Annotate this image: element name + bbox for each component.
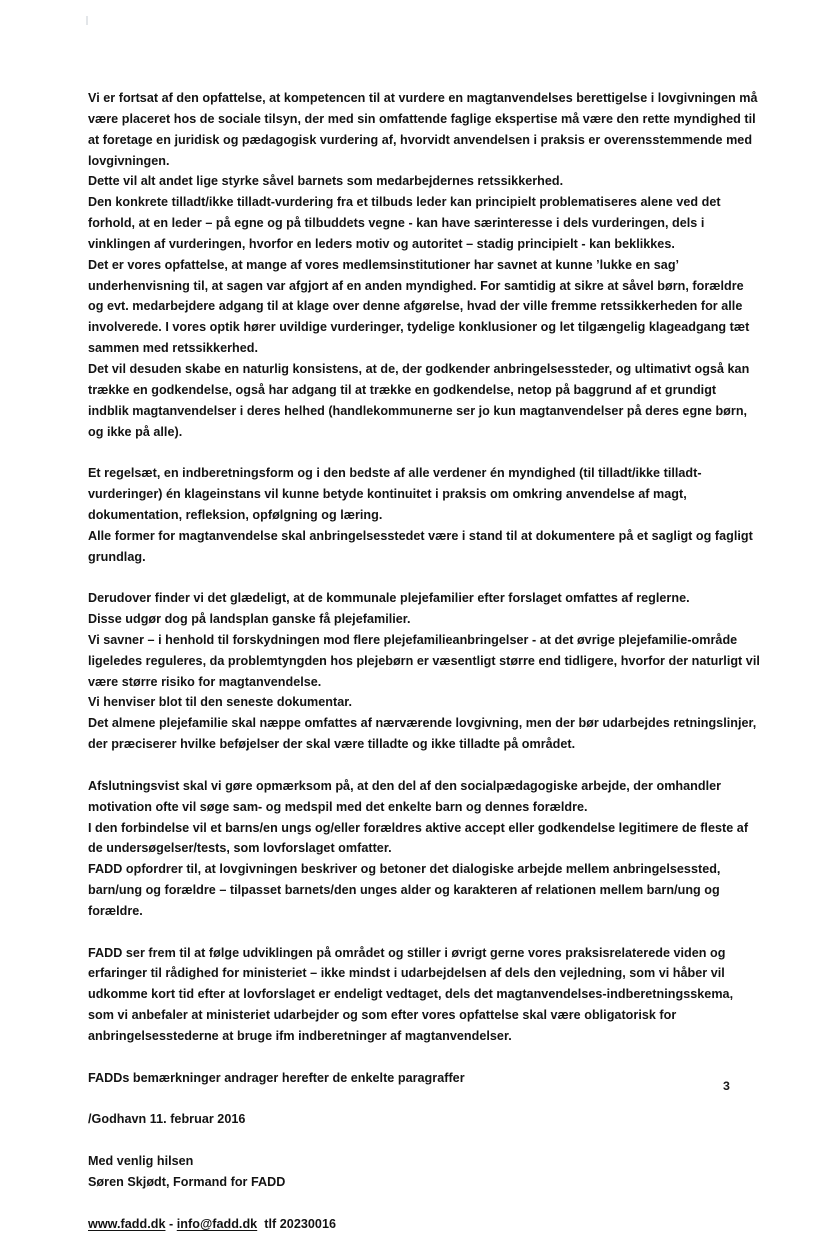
- footer-spacer: [257, 1217, 264, 1231]
- paragraph-dokumentar: Vi henviser blot til den seneste dokumentar.: [88, 695, 353, 710]
- paragraph-almene-plejefamilie: Det almene plejefamilie skal næppe omfattes af nærværende lovgivning, men der bør udarbejdes retningslinjer, der præciserer hvilke beføjelser der skal være tilladte og ikke tilladte på området.: [88, 716, 757, 752]
- paragraph-vi-savner: Vi savner – i henhold til forskydningen mod flere plejefamilieanbringelser - at det øvrige plejefamilie-område ligeledes reguleres, da problemtyngden hos plejebørn er væsentligt større end tidligere, hvorfor der naturligt vil være større risiko for magtanvendelse.: [88, 632, 760, 689]
- signature-place-date: /Godhavn 11. februar 2016: [88, 1112, 246, 1127]
- paragraph-aktive-accept: I den forbindelse vil et barns/en ungs og/eller forældres aktive accept eller godkendelse legitimere de fleste af de undersøgelser/tests, som lovforslaget omfatter.: [88, 820, 749, 856]
- document-body: [88, 88, 760, 1234]
- paragraph-lukke-en-sag: Det er vores opfattelse, at mange af vores medlemsinstitutioner har savnet at kunne ’lukke en sag’ underhenvisning til, at sagen var afgjort af en anden myndighed. For samtidig at sikre at såvel børn, forældre og evt. medarbejdere adgang til at klage over denne afgørelse, hvad der ville fremme retssikkerheden for alle involverede. I vores optik hører uvildige vurderinger, tydelige konklusioner og let tilgængelig klageadgang tæt sammen med retssikkerhed.: [88, 257, 750, 356]
- signature-name: Søren Skjødt, Formand for FADD: [88, 1174, 286, 1189]
- footer-separator: -: [165, 1216, 177, 1231]
- paragraph-regelsaet: Et regelsæt, en indberetningsform og i den bedste af alle verdener én myndighed (til tilladt/ikke tilladt-vurderinger) én klageinstans vil kunne betyde kontinuitet i praksis om omkring anvendelse af magt, dokumentation, refleksion, opfølgning og læring.: [88, 466, 702, 522]
- signature-closing: Med venlig hilsen: [88, 1154, 194, 1169]
- paragraph-kommunale-plejefamilier: Derudover finder vi det glædeligt, at de kommunale plejefamilier efter forslaget omfattes af reglerne.: [88, 591, 690, 606]
- paragraph-fadd-ser-frem: FADD ser frem til at følge udviklingen på området og stiller i øvrigt gerne vores praksisrelaterede viden og erfaringer til rådighed for ministeriet – ikke mindst i udarbejdelsen af dels den vejledning, som vi håber vil udkomme kort tid efter at lovforslaget er endeligt vedtaget, dels det magtanvendelses-indberetningsskema, som vi anbefaler at ministeriet udarbejder og som efter vores opfattelse skal være obligatorisk for anbringelsesstederne at bruge ifm indberetninger af magtanvendelser.: [88, 945, 734, 1043]
- paragraph-konsistens: Det vil desuden skabe en naturlig konsistens, at de, der godkender anbringelsessteder, og ultimativt også kan trække en godkendelse, også har adgang til at trække en godkendelse, netop på baggrund af et grundigt indblik magtanvendelser i deres helhed (handlekommunerne ser jo kun magtanvendelser på deres egne børn, og ikke på alle).: [88, 361, 750, 439]
- paragraph-bemaerkninger: FADDs bemærkninger andrager herefter de enkelte paragraffer: [88, 1070, 465, 1085]
- paragraph-tilladt-vurdering: Den konkrete tilladt/ikke tilladt-vurdering fra et tilbuds leder kan principielt problematiseres alene ved det forhold, at en leder – på egne og på tilbuddets vegne - kan have særinteresse i dels vurderingen, dels i vinklingen af vurderingen, hvorfor en leders motiv og autoritet – stadig principielt - kan beklikkes.: [88, 195, 721, 251]
- email-link[interactable]: info@fadd.dk: [176, 1216, 258, 1231]
- paragraph-landsplan: Disse udgør dog på landsplan ganske få plejefamilier.: [88, 612, 411, 627]
- phone-number: tlf 20230016: [264, 1216, 337, 1231]
- contact-footer: [88, 1214, 760, 1234]
- paragraph-dokumentere: Alle former for magtanvendelse skal anbringelsesstedet være i stand til at dokumentere på et sagligt og fagligt grundlag.: [88, 528, 753, 564]
- page-number: 3: [723, 1079, 730, 1093]
- website-link[interactable]: www.fadd.dk: [88, 1216, 166, 1231]
- signature-block: [88, 1109, 760, 1192]
- paragraph-kompetence: Vi er fortsat af den opfattelse, at kompetencen til at vurdere en magtanvendelses berettigelse i lovgivningen må være placeret hos de sociale tilsyn, der med sin omfattende faglige ekspertise må være den rette myndighed til at foretage en juridisk og pædagogisk vurdering af, hvorvidt anvendelsen i praksis er overensstemmende med lovgivningen.: [88, 91, 758, 168]
- scan-artifact: [86, 16, 88, 25]
- paragraph-fadd-opfordrer: FADD opfordrer til, at lovgivningen beskriver og betoner det dialogiske arbejde mellem anbringelsessted, barn/ung og forældre – tilpasset barnets/den unges alder og karakteren af relationen mellem barn/ung og forældre.: [88, 862, 721, 918]
- paragraph-retssikkerhed: Dette vil alt andet lige styrke såvel barnets som medarbejdernes retssikkerhed.: [88, 174, 564, 189]
- paragraph-afslutningsvist: Afslutningsvist skal vi gøre opmærksom på, at den del af den socialpædagogiske arbejde, der omhandler motivation ofte vil søge sam- og medspil med det enkelte barn og dennes forældre.: [88, 778, 722, 814]
